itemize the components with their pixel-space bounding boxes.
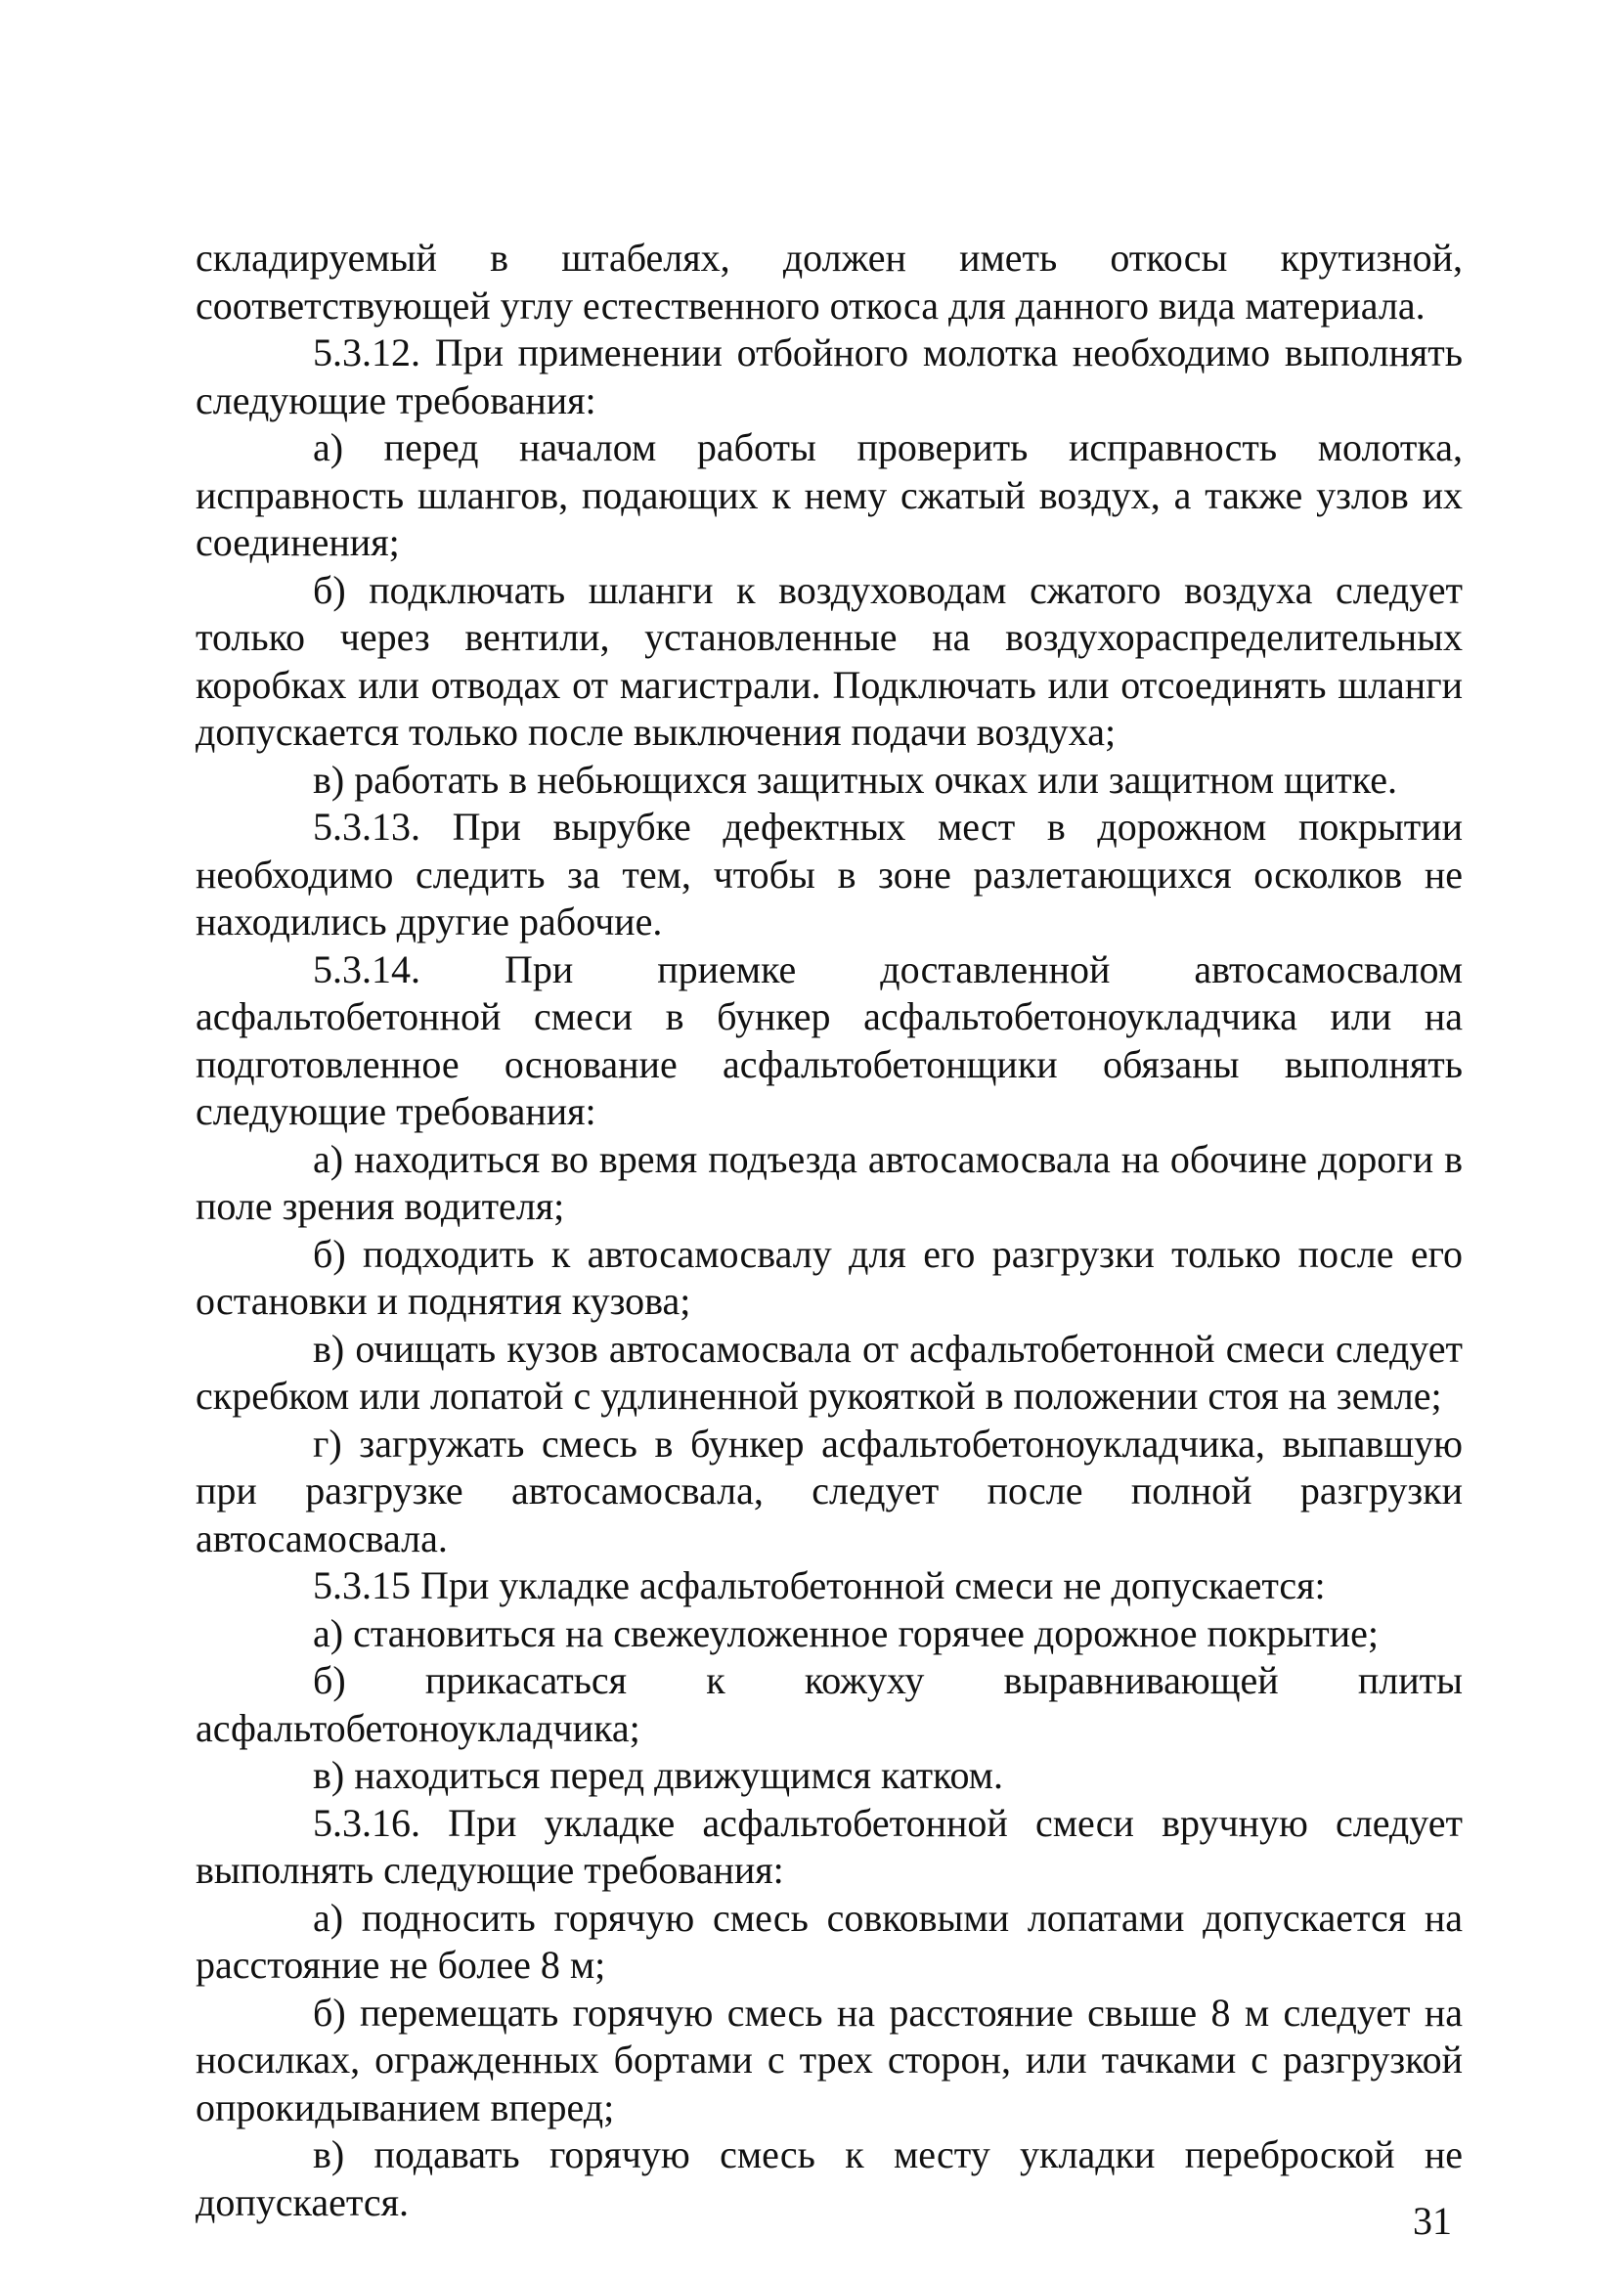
clause-5-3-12-a: а) перед началом работы проверить исправность молотка, исправность шлангов, подающих к нему сжатый воздух, а также узлов их соединения; xyxy=(196,425,1463,564)
page-body xyxy=(196,235,1463,2226)
clause-5-3-14-b: б) подходить к автосамосвалу для его разгрузки только после его остановки и поднятия кузова; xyxy=(196,1231,1463,1323)
page-number: 31 xyxy=(1413,2199,1452,2243)
clause-5-3-12-b: б) подключать шланги к воздуховодам сжатого воздуха следует только через вентили, установленные на воздухораспределительных коробках или отводах от магистрали. Подключать или отсоединять шланги допускается только после выключения подачи воздуха; xyxy=(196,567,1463,754)
clause-5-3-12: 5.3.12. При применении отбойного молотка необходимо выполнять следующие требования: xyxy=(196,330,1463,422)
clause-5-3-14: 5.3.14. При приемке доставленной автосамосвалом асфальтобетонной смеси в бункер асфальтобетоноукладчика или на подготовленное основание асфальтобетонщики обязаны выполнять следующие требования: xyxy=(196,946,1463,1133)
clause-5-3-15-b: б) прикасаться к кожуху выравнивающей плиты асфальтобетоноукладчика; xyxy=(196,1658,1463,1750)
clause-5-3-16-b: б) перемещать горячую смесь на расстояние свыше 8 м следует на носилках, огражденных бортами с трех сторон, или тачками с разгрузкой опрокидыванием вперед; xyxy=(196,1990,1463,2129)
clause-5-3-14-g: г) загружать смесь в бункер асфальтобетоноукладчика, выпавшую при разгрузке автосамосвала, следует после полной разгрузки автосамосвала. xyxy=(196,1421,1463,1560)
clause-5-3-15-v: в) находиться перед движущимся катком. xyxy=(313,1753,1003,1797)
clause-5-3-14-a: а) находиться во время подъезда автосамосвала на обочине дороги в поле зрения водителя; xyxy=(196,1136,1463,1228)
clause-5-3-15-a: а) становиться на свежеуложенное горячее дорожное покрытие; xyxy=(313,1610,1379,1655)
paragraph-continuation: складируемый в штабелях, должен иметь откосы крутизной, соответствующей углу естественного откоса для данного вида материала. xyxy=(196,236,1463,328)
clause-5-3-13: 5.3.13. При вырубке дефектных мест в дорожном покрытии необходимо следить за тем, чтобы в зоне разлетающихся осколков не находились другие рабочие. xyxy=(196,805,1463,943)
clause-5-3-16: 5.3.16. При укладке асфальтобетонной смеси вручную следует выполнять следующие требования: xyxy=(196,1800,1463,1892)
clause-5-3-14-v: в) очищать кузов автосамосвала от асфальтобетонной смеси следует скребком или лопатой с удлиненной рукояткой в положении стоя на земле; xyxy=(196,1326,1463,1418)
clause-5-3-12-v: в) работать в небьющихся защитных очках или защитном щитке. xyxy=(313,757,1397,802)
clause-5-3-15: 5.3.15 При укладке асфальтобетонной смеси не допускается: xyxy=(313,1563,1326,1607)
clause-5-3-16-a: а) подносить горячую смесь совковыми лопатами допускается на расстояние не более 8 м; xyxy=(196,1895,1463,1987)
clause-5-3-16-v: в) подавать горячую смесь к месту укладки переброской не допускается. xyxy=(196,2132,1463,2224)
